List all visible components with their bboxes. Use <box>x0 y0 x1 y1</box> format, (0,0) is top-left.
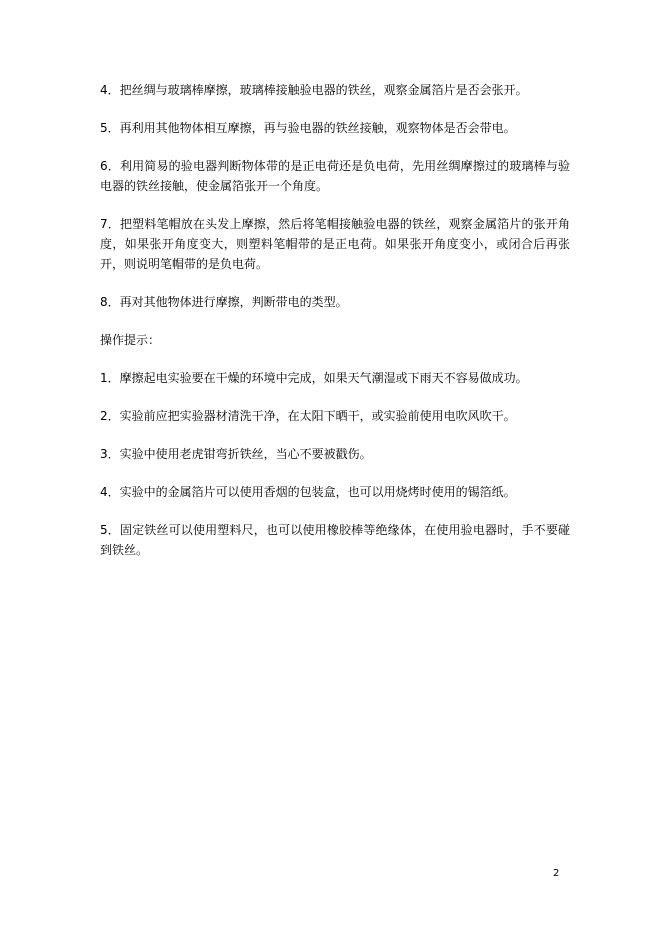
tip-4-paragraph: 4．实验中的金属箔片可以使用香烟的包装盒，也可以用烧烤时使用的锡箔纸。 <box>100 485 516 499</box>
step-5-paragraph: 5．再利用其他物体相互摩擦，再与验电器的铁丝接触，观察物体是否会带电。 <box>100 121 516 135</box>
document-body <box>100 80 570 578</box>
tip-5-paragraph: 5．固定铁丝可以使用塑料尺，也可以使用橡胶棒等绝缘体，在使用验电器时，手不要碰到铁丝。 <box>100 523 570 557</box>
tip-3-paragraph: 3．实验中使用老虎钳弯折铁丝，当心不要被戳伤。 <box>100 447 372 461</box>
tips-heading: 操作提示： <box>100 333 161 347</box>
page-number: 2 <box>553 868 560 879</box>
tip-1-paragraph: 1．摩擦起电实验要在干燥的环境中完成，如果天气潮湿或下雨天不容易做成功。 <box>100 371 528 385</box>
tip-2-paragraph: 2．实验前应把实验器材清洗干净，在太阳下晒干，或实验前使用电吹风吹干。 <box>100 409 516 423</box>
step-4-paragraph: 4．把丝绸与玻璃棒摩擦，玻璃棒接触验电器的铁丝，观察金属箔片是否会张开。 <box>100 83 528 97</box>
step-6-paragraph: 6．利用简易的验电器判断物体带的是正电荷还是负电荷，先用丝绸摩擦过的玻璃棒与验电器的铁丝接触，使金属箔张开一个角度。 <box>100 159 570 193</box>
step-8-paragraph: 8．再对其他物体进行摩擦，判断带电的类型。 <box>100 295 348 309</box>
step-7-paragraph: 7．把塑料笔帽放在头发上摩擦，然后将笔帽接触验电器的铁丝，观察金属箔片的张开角度，如果张开角度变大，则塑料笔帽带的是正电荷。如果张开角度变小，或闭合后再张开，则说明笔帽带的是负电荷。 <box>100 217 570 271</box>
